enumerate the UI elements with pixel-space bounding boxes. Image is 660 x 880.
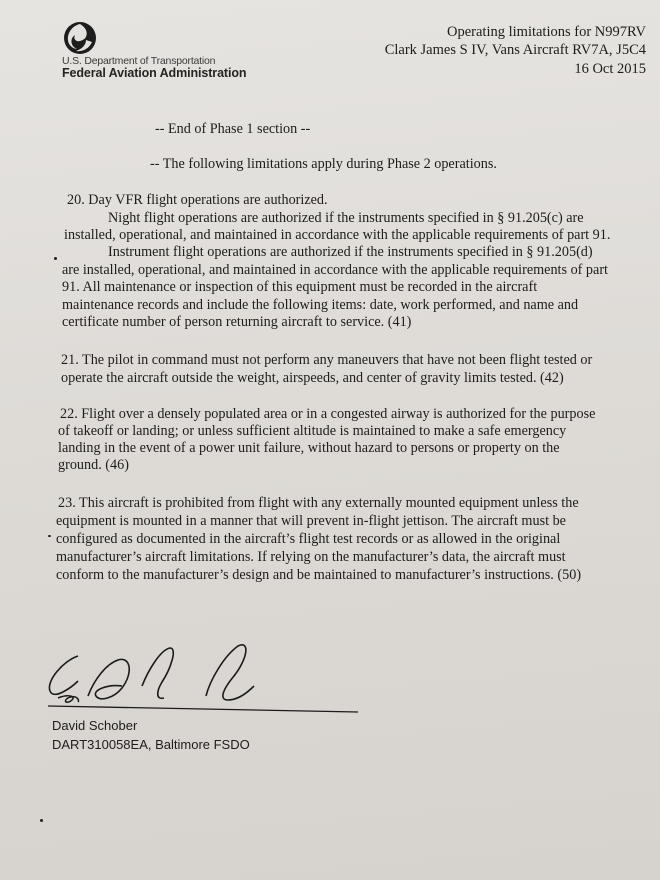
item-20-line: certificate number of person returning aircraft to service. (41) — [62, 314, 412, 330]
administration-name: Federal Aviation Administration — [62, 66, 247, 80]
item-20-line: maintenance records and include the following items: date, work performed, and name and — [62, 297, 579, 313]
item-23-line: 23. This aircraft is prohibited from flight with any externally mounted equipment unless the — [58, 495, 579, 511]
item-22-line: ground. (46) — [58, 457, 129, 473]
item-23-line: conform to the manufacturer’s design and be maintained to manufacturer’s instructions. (50) — [56, 567, 582, 583]
item-20-line: Instrument flight operations are authorized if the instruments specified in § 91.205(d) — [108, 244, 593, 260]
signer-office: DART310058EA, Baltimore FSDO — [52, 737, 250, 752]
item-21-line: 21. The pilot in command must not perform any maneuvers that have not been flight tested or — [61, 352, 593, 368]
scan-speck — [54, 257, 57, 260]
item-20-line: Night flight operations are authorized if the instruments specified in § 91.205(c) are — [108, 210, 584, 226]
header-date: 16 Oct 2015 — [574, 61, 646, 77]
item-20-line: installed, operational, and maintained in accordance with the applicable requirements of part 91. — [64, 227, 611, 243]
phase2-intro-text: -- The following limitations apply during Phase 2 operations. — [150, 156, 497, 172]
item-22-line: landing in the event of a power unit failure, without hazard to persons or property on the — [58, 440, 560, 456]
phase1-end-text: -- End of Phase 1 section -- — [155, 121, 311, 137]
item-23-line: configured as documented in the aircraft’s flight test records or as allowed in the original — [56, 531, 561, 547]
item-20-line: are installed, operational, and maintained in accordance with the applicable requirements of part — [62, 262, 608, 278]
department-name: U.S. Department of Transportation — [62, 55, 216, 67]
item-22-line: of takeoff or landing; or unless sufficient altitude is maintained to make a safe emergency — [58, 423, 567, 439]
item-22-line: 22. Flight over a densely populated area or in a congested airway is authorized for the purpose — [60, 406, 596, 422]
header-aircraft: Clark James S IV, Vans Aircraft RV7A, J5C4 — [384, 42, 646, 58]
item-23-line: manufacturer’s aircraft limitations. If relying on the manufacturer’s data, the aircraft must — [56, 549, 566, 565]
item-20-line: 20. Day VFR flight operations are authorized. — [67, 192, 328, 208]
item-21-line: operate the aircraft outside the weight, airspeeds, and center of gravity limits tested. (42) — [61, 370, 564, 386]
scan-speck — [48, 535, 51, 537]
item-20-line: 91. All maintenance or inspection of this equipment must be recorded in the aircraft — [62, 279, 538, 295]
signer-name: David Schober — [52, 718, 138, 733]
scan-speck — [40, 819, 43, 822]
header-title: Operating limitations for N997RV — [447, 24, 646, 40]
dot-triskelion-icon — [62, 20, 98, 56]
item-23-line: equipment is mounted in a manner that will prevent in-flight jettison. The aircraft must be — [56, 513, 566, 529]
